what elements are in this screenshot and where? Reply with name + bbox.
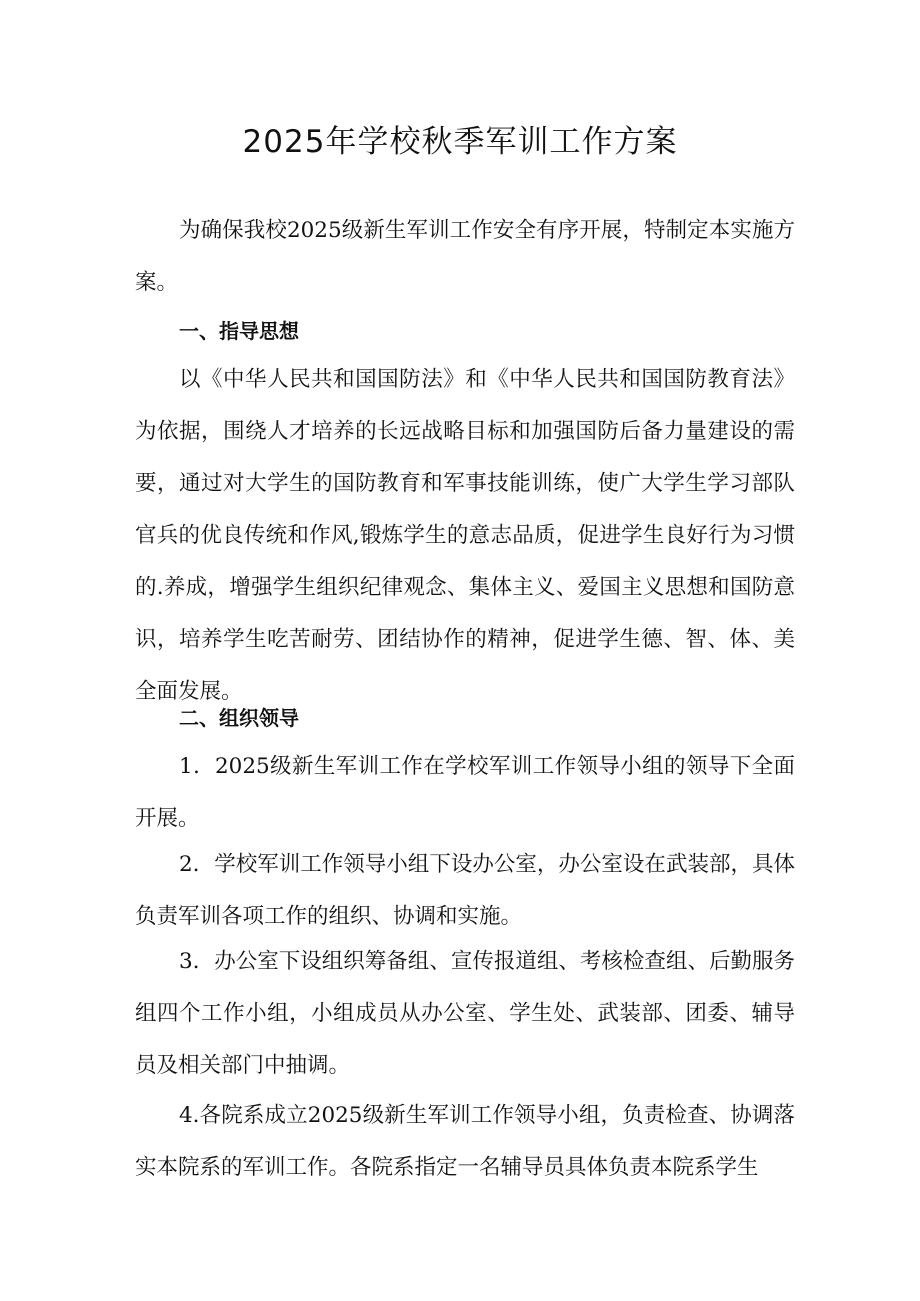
intro-paragraph: 为确保我校2025级新生军训工作安全有序开展，特制定本实施方案。 [135, 218, 795, 295]
organization-item-4: 4.各院系成立2025级新生军训工作领导小组，负责检查、协调落实本院系的军训工作。各院系指定一名辅导员具体负责本院系学生 [135, 1103, 795, 1180]
document-title: 2025年学校秋季军训工作方案 [242, 124, 678, 160]
section-heading-guiding-ideology: 一、指导思想 [179, 319, 299, 343]
organization-item-1: 1．2025级新生军训工作在学校军训工作领导小组的领导下全面开展。 [135, 754, 795, 831]
organization-item-2: 2．学校军训工作领导小组下设办公室，办公室设在武装部，具体负责军训各项工作的组织、协调和实施。 [135, 852, 795, 929]
organization-item-3: 3．办公室下设组织筹备组、宣传报道组、考核检查组、后勤服务组四个工作小组，小组成员从办公室、学生处、武装部、团委、辅导员及相关部门中抽调。 [135, 949, 795, 1078]
section-heading-organization: 二、组织领导 [179, 706, 299, 730]
guiding-ideology-paragraph: 以《中华人民共和国国防法》和《中华人民共和国国防教育法》为依据，围绕人才培养的长远战略目标和加强国防后备力量建设的需要，通过对大学生的国防教育和军事技能训练，使广大学生学习部队官兵的优良传统和作风,锻炼学生的意志品质，促进学生良好行为习惯的.养成，增强学生组织纪律观念、集体主义、爱国主义思想和国防意识，培养学生吃苦耐劳、团结协作的精神，促进学生德、智、体、美全面发展。 [135, 367, 795, 704]
